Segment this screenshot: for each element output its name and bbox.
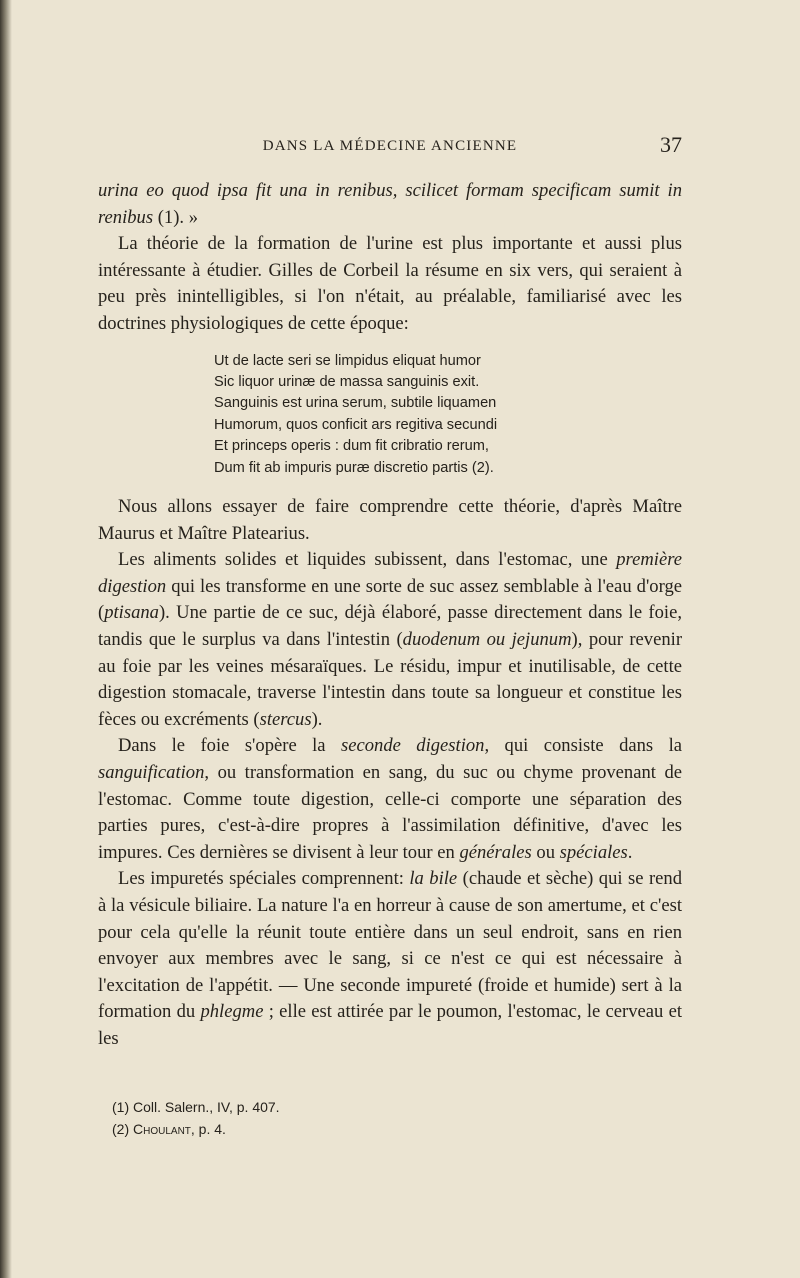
verse-line: Sic liquor urinæ de massa sanguinis exit.: [214, 373, 480, 390]
footnote-2: (2) Choulant, p. 4.: [112, 1121, 226, 1137]
paragraph-1: urina eo quod ipsa fit una in renibus, scilicet formam specificam sumit in renibus (1). »: [98, 180, 682, 228]
page-number: 37: [660, 132, 682, 157]
paragraph-5: Dans le foie s'opère la seconde digestion, qui consiste dans la sanguification, ou transformation en sang, du suc ou chyme provenant de l'estomac. Comme toute digestion, celle-ci comporte une séparation des parties pures, c'est-à-dire propres à l'assimilation définitive, d'avec les impures. Ces dernières se divisent à leur tour en générales ou spéciales.: [98, 735, 683, 863]
page-binding-shadow: [0, 0, 12, 1278]
body-text: [98, 178, 682, 1052]
running-head: [98, 132, 682, 162]
footnotes: [112, 1096, 672, 1140]
verse-line: Sanguinis est urina serum, subtile liquamen: [214, 395, 497, 412]
paragraph-6: Les impuretés spéciales comprennent: la bile (chaude et sèche) qui se rend à la vésicule biliaire. La nature l'a en horreur à cause de son amertume, et c'est pour cela qu'elle la réunit toute entière dans un seul endroit, sans en rien envoyer aux membres avec le sang, si ce n'est ce qui est nécessaire à l'excitation de l'appétit. — Une seconde impureté (froide et humide) sert à la formation du phlegme ; elle est attirée par le poumon, l'estomac, le cerveau et les: [98, 868, 682, 1049]
italic-quote: urina eo quod ipsa fit una in renibus, scilicet formam specificam sumit in renibus: [98, 180, 682, 228]
running-title: DANS LA MÉDECINE ANCIENNE: [262, 138, 518, 154]
paragraph-2: La théorie de la formation de l'urine est plus importante et aussi plus intéressante à étudier. Gilles de Corbeil la résume en six vers, qui seraient à peu près inintelligibles, si l'on n'était, au préalable, familiarisé avec les doctrines physiologiques de cette époque:: [98, 233, 682, 334]
verse-line: Ut de lacte seri se limpidus eliquat humor: [214, 352, 481, 369]
verse-line: Dum fit ab impuris puræ discretio partis (2).: [214, 459, 494, 476]
footnote-1: (1) Coll. Salern., IV, p. 407.: [112, 1099, 280, 1115]
verse-line: Et princeps operis : dum fit cribratio rerum,: [214, 438, 489, 455]
paragraph-4: Les aliments solides et liquides subissent, dans l'estomac, une première digestion qui les transforme en une sorte de suc assez semblable à l'eau d'orge (ptisana). Une partie de ce suc, déjà élaboré, passe directement dans le foie, tandis que le surplus va dans l'intestin (duodenum ou jejunum), pour revenir au foie par les veines mésaraïques. Le résidu, impur et inutilisable, de cette digestion stomacale, traverse l'intestin dans toute sa longueur et constitue les fèces ou excréments (stercus).: [98, 549, 683, 730]
verse-line: Humorum, quos conficit ars regitiva secundi: [214, 416, 498, 433]
verse-block: [214, 351, 682, 479]
paragraph-3: Nous allons essayer de faire comprendre cette théorie, d'après Maître Maurus et Maître Platearius.: [98, 496, 682, 544]
